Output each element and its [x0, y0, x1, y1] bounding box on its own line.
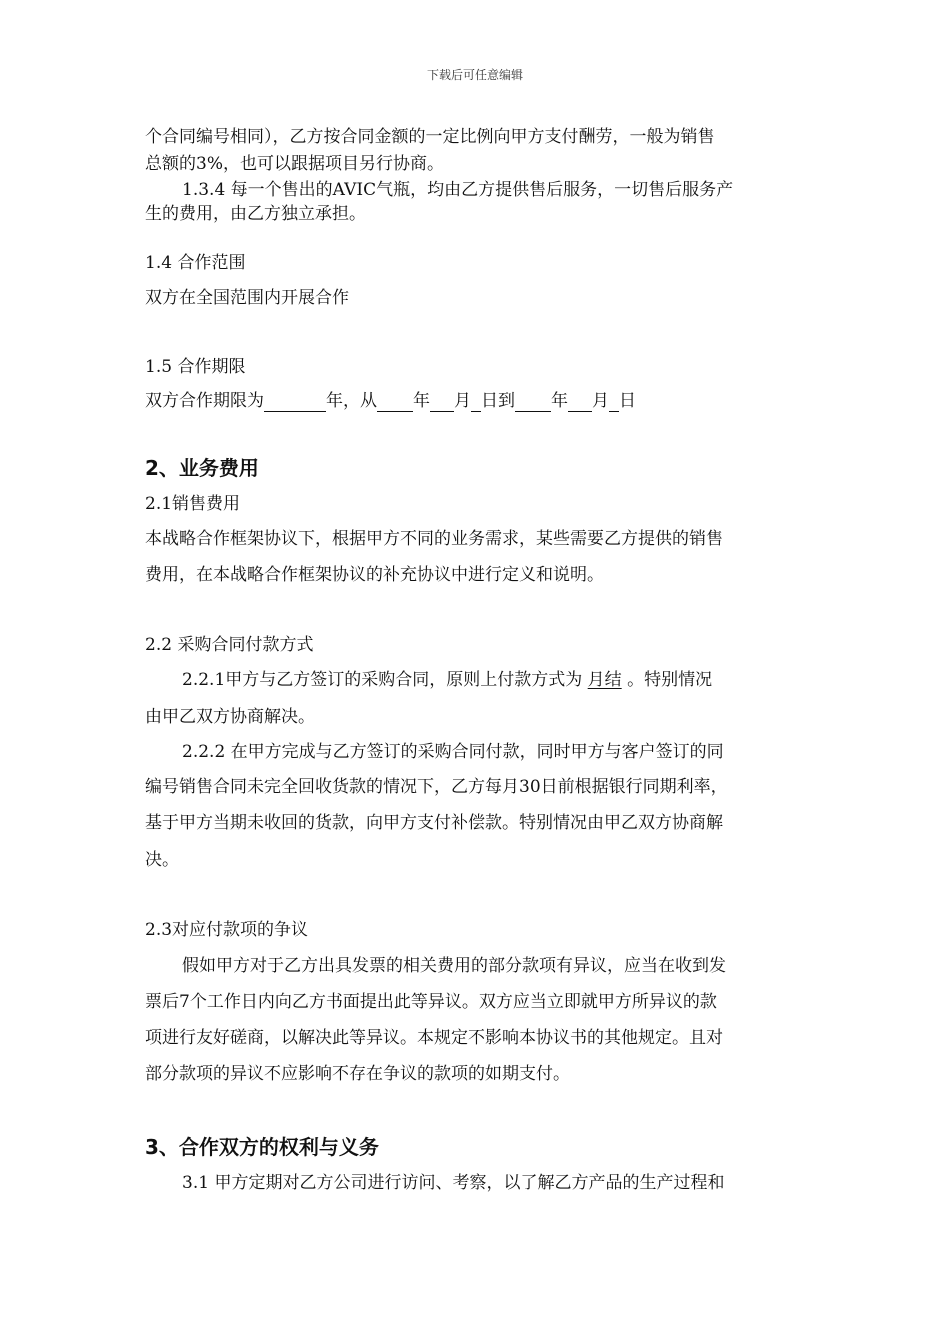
years-blank[interactable]: [264, 393, 326, 412]
paragraph-line: 生的费用，由乙方独立承担。: [145, 204, 366, 224]
section-heading: 2、业务费用: [145, 456, 259, 480]
paragraph-line: 假如甲方对于乙方出具发票的相关费用的部分款项有异议，应当在收到发: [182, 956, 726, 976]
end-day-blank[interactable]: [609, 393, 619, 412]
subsection-heading: 1.4 合作范围: [145, 253, 246, 273]
paragraph-line: 总额的3%，也可以跟据项目另行协商。: [145, 154, 444, 174]
paragraph-line: 基于甲方当期未收回的货款，向甲方支付补偿款。特别情况由甲乙双方协商解: [145, 813, 723, 833]
start-day-blank[interactable]: [471, 393, 481, 412]
term-text: 年: [551, 391, 568, 411]
paragraph-line: 2.2.2 在甲方完成与乙方签订的采购合同付款，同时甲方与客户签订的同: [182, 742, 724, 762]
term-text: 月: [454, 391, 471, 411]
contract-term-line: [145, 390, 636, 412]
paragraph-line: 决。: [145, 850, 179, 870]
term-text: 年，从: [326, 391, 377, 411]
subsection-heading: 2.3对应付款项的争议: [145, 920, 309, 940]
paragraph-line: 双方在全国范围内开展合作: [145, 288, 349, 308]
start-year-blank[interactable]: [377, 393, 413, 412]
term-text: 日到: [481, 391, 515, 411]
paragraph-text: 2.2.1甲方与乙方签订的采购合同，原则上付款方式为: [182, 670, 588, 690]
paragraph-line: 编号销售合同未完全回收货款的情况下，乙方每月30日前根据银行同期利率，: [145, 777, 728, 797]
start-month-blank[interactable]: [430, 393, 454, 412]
paragraph-text: 。特别情况: [621, 670, 713, 690]
paragraph-line: 部分款项的异议不应影响不存在争议的款项的如期支付。: [145, 1064, 570, 1084]
paragraph-line: 项进行友好磋商，以解决此等异议。本规定不影响本协议书的其他规定。且对: [145, 1028, 723, 1048]
term-text: 双方合作期限为: [145, 391, 264, 411]
end-month-blank[interactable]: [568, 393, 592, 412]
paragraph-line: 本战略合作框架协议下，根据甲方不同的业务需求，某些需要乙方提供的销售: [145, 529, 723, 549]
paragraph-line: 个合同编号相同），乙方按合同金额的一定比例向甲方支付酬劳，一般为销售: [145, 127, 715, 147]
paragraph-line: 费用，在本战略合作框架协议的补充协议中进行定义和说明。: [145, 565, 604, 585]
subsection-heading: 2.1销售费用: [145, 494, 241, 514]
paragraph-line: 3.1 甲方定期对乙方公司进行访问、考察，以了解乙方产品的生产过程和: [182, 1173, 725, 1193]
subsection-heading: 1.5 合作期限: [145, 357, 246, 377]
paragraph-line: [182, 669, 712, 691]
term-text: 日: [619, 391, 636, 411]
page-header-note: 下载后可任意编辑: [426, 68, 523, 82]
paragraph-line: 由甲乙双方协商解决。: [145, 707, 315, 727]
end-year-blank[interactable]: [515, 393, 551, 412]
subsection-heading: 2.2 采购合同付款方式: [145, 635, 314, 655]
payment-method-value: 月结: [587, 670, 622, 690]
term-text: 月: [592, 391, 609, 411]
paragraph-line: 1.3.4 每一个售出的AVIC气瓶，均由乙方提供售后服务，一切售后服务产: [182, 180, 734, 200]
paragraph-line: 票后7个工作日内向乙方书面提出此等异议。双方应当立即就甲方所异议的款: [145, 992, 717, 1012]
section-heading: 3、合作双方的权利与义务: [145, 1135, 379, 1159]
term-text: 年: [413, 391, 430, 411]
